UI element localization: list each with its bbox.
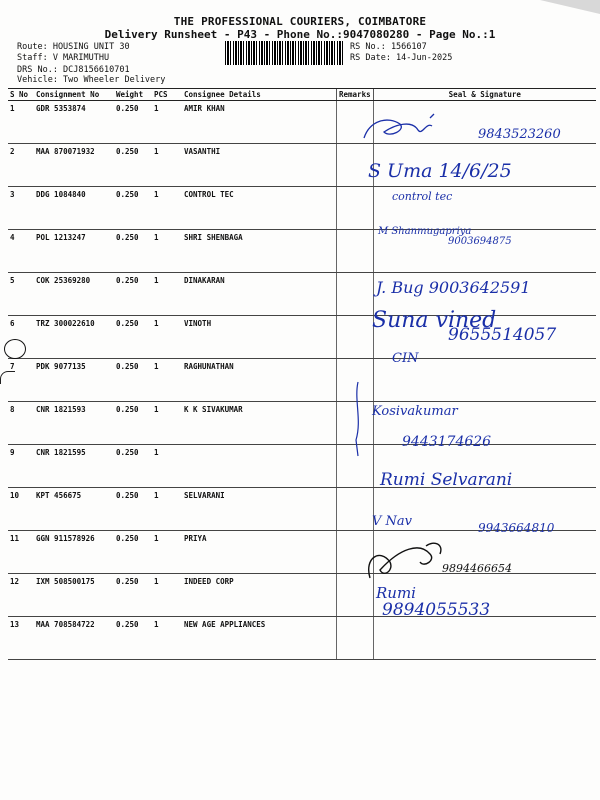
table-row [8,187,596,230]
sig-r3: control tec [392,190,453,203]
sig-r13-phone: 9894055533 [382,600,491,620]
sig-r6-name: Suna vined [372,308,497,333]
cell-sno: 2 [8,144,34,187]
cell-consignee: INDEED CORP [182,574,337,617]
table-header-row [8,89,596,101]
sig-r1-phone: 9843523260 [478,127,561,142]
cell-weight: 0.250 [114,187,152,230]
cell-consignee [182,445,337,488]
cell-weight: 0.250 [114,101,152,144]
col-pcs: PCS [152,89,182,101]
cell-remarks [337,488,374,531]
cell-weight: 0.250 [114,144,152,187]
cell-consignee: PRIYA [182,531,337,574]
cell-pcs: 1 [152,445,182,488]
cell-pcs: 1 [152,402,182,445]
cell-sno: 5 [8,273,34,316]
cell-sno: 9 [8,445,34,488]
col-consignment: Consignment No [34,89,114,101]
cell-pcs: 1 [152,531,182,574]
cell-consignment: MAA 708584722 [34,617,114,660]
rs-number: RS No.: 1566107 [350,42,427,52]
rs-date: RS Date: 14-Jun-2025 [350,53,453,63]
col-consignee: Consignee Details [182,89,337,101]
cell-sno: 7 [8,359,34,402]
cell-remarks [337,617,374,660]
cell-weight: 0.250 [114,230,152,273]
cell-weight: 0.250 [114,273,152,316]
sig-r11-phone: 9943664810 [478,521,555,535]
cell-consignee: VASANTHI [182,144,337,187]
col-signature: Seal & Signature [373,89,596,101]
pen-tick-mark [0,371,15,384]
cell-consignment: CNR 1821595 [34,445,114,488]
cell-sno: 4 [8,230,34,273]
table-row [8,402,596,445]
cell-consignee: DINAKARAN [182,273,337,316]
table-row [8,574,596,617]
vehicle-label: Vehicle: Two Wheeler Delivery [17,75,166,85]
cell-weight: 0.250 [114,531,152,574]
cell-remarks [337,187,374,230]
table-row [8,359,596,402]
cell-consignee: SELVARANI [182,488,337,531]
sig-r7: CIN [392,351,419,366]
cell-consignee: RAGHUNATHAN [182,359,337,402]
cell-pcs: 1 [152,316,182,359]
cell-sno: 11 [8,531,34,574]
signature-scribble-1 [360,112,460,146]
cell-sno: 12 [8,574,34,617]
cell-pcs: 1 [152,230,182,273]
cell-remarks [337,273,374,316]
sig-r13-name: Rumi [376,584,416,602]
route-label: Route: HOUSING UNIT 30 [17,42,130,52]
staff-label: Staff: V MARIMUTHU [17,53,110,63]
cell-consignee: SHRI SHENBAGA [182,230,337,273]
cell-pcs: 1 [152,359,182,402]
cell-consignment: COK 25369280 [34,273,114,316]
cell-consignment: CNR 1821593 [34,402,114,445]
pen-circle-mark [4,339,26,359]
cell-weight: 0.250 [114,445,152,488]
cell-pcs: 1 [152,574,182,617]
barcode [225,41,343,65]
drs-number: DRS No.: DCJ8156610701 [17,65,130,75]
cell-pcs: 1 [152,144,182,187]
col-remarks: Remarks [337,89,374,101]
cell-weight: 0.250 [114,316,152,359]
sig-r5: J. Bug 9003642591 [376,278,531,297]
cell-weight: 0.250 [114,359,152,402]
cell-consignee: AMIR KHAN [182,101,337,144]
cell-consignment: POL 1213247 [34,230,114,273]
cell-remarks [337,230,374,273]
cell-sno: 8 [8,402,34,445]
cell-consignee: K K SIVAKUMAR [182,402,337,445]
cell-weight: 0.250 [114,402,152,445]
cell-consignment: TRZ 300022610 [34,316,114,359]
cell-sno: 1 [8,101,34,144]
cell-consignment: DDG 1084840 [34,187,114,230]
col-weight: Weight [114,89,152,101]
runsheet-title: Delivery Runsheet - P43 - Phone No.:9047080280 - Page No.:1 [104,28,496,41]
sig-r12: 9894466654 [442,562,512,575]
sig-r9: 9443174626 [402,434,492,450]
cell-remarks [337,316,374,359]
cell-consignment: PDK 9077135 [34,359,114,402]
cell-signature [373,617,596,660]
sig-r11-name: V Nav [372,514,412,529]
cell-consignment: GGN 911578926 [34,531,114,574]
sig-r8: Kosivakumar [372,404,458,419]
cell-consignment: GDR 5353874 [34,101,114,144]
sig-r10: Rumi Selvarani [380,470,513,490]
cell-weight: 0.250 [114,617,152,660]
cell-pcs: 1 [152,101,182,144]
cell-weight: 0.250 [114,488,152,531]
cell-pcs: 1 [152,488,182,531]
cell-consignee: VINOTH [182,316,337,359]
cell-consignee: NEW AGE APPLIANCES [182,617,337,660]
cell-pcs: 1 [152,187,182,230]
cell-consignment: KPT 456675 [34,488,114,531]
col-sno: S No [8,89,34,101]
cell-consignment: MAA 870071932 [34,144,114,187]
signature-bracket-r8 [352,380,366,460]
sig-r6-phone: 9655514057 [448,325,557,345]
cell-sno: 13 [8,617,34,660]
sig-r4-phone: 9003694875 [448,236,512,247]
cell-sno: 3 [8,187,34,230]
cell-weight: 0.250 [114,574,152,617]
table-row [8,617,596,660]
scan-corner-shadow [540,0,600,14]
company-title: THE PROFESSIONAL COURIERS, COIMBATORE [173,15,427,28]
cell-consignee: CONTROL TEC [182,187,337,230]
cell-pcs: 1 [152,273,182,316]
sig-r4-name: M Shanmugapriya [378,226,472,237]
cell-sno: 10 [8,488,34,531]
cell-pcs: 1 [152,617,182,660]
sig-r2: S Uma 14/6/25 [368,160,512,182]
cell-sno: 6 [8,316,34,359]
cell-consignment: IXM 508500175 [34,574,114,617]
